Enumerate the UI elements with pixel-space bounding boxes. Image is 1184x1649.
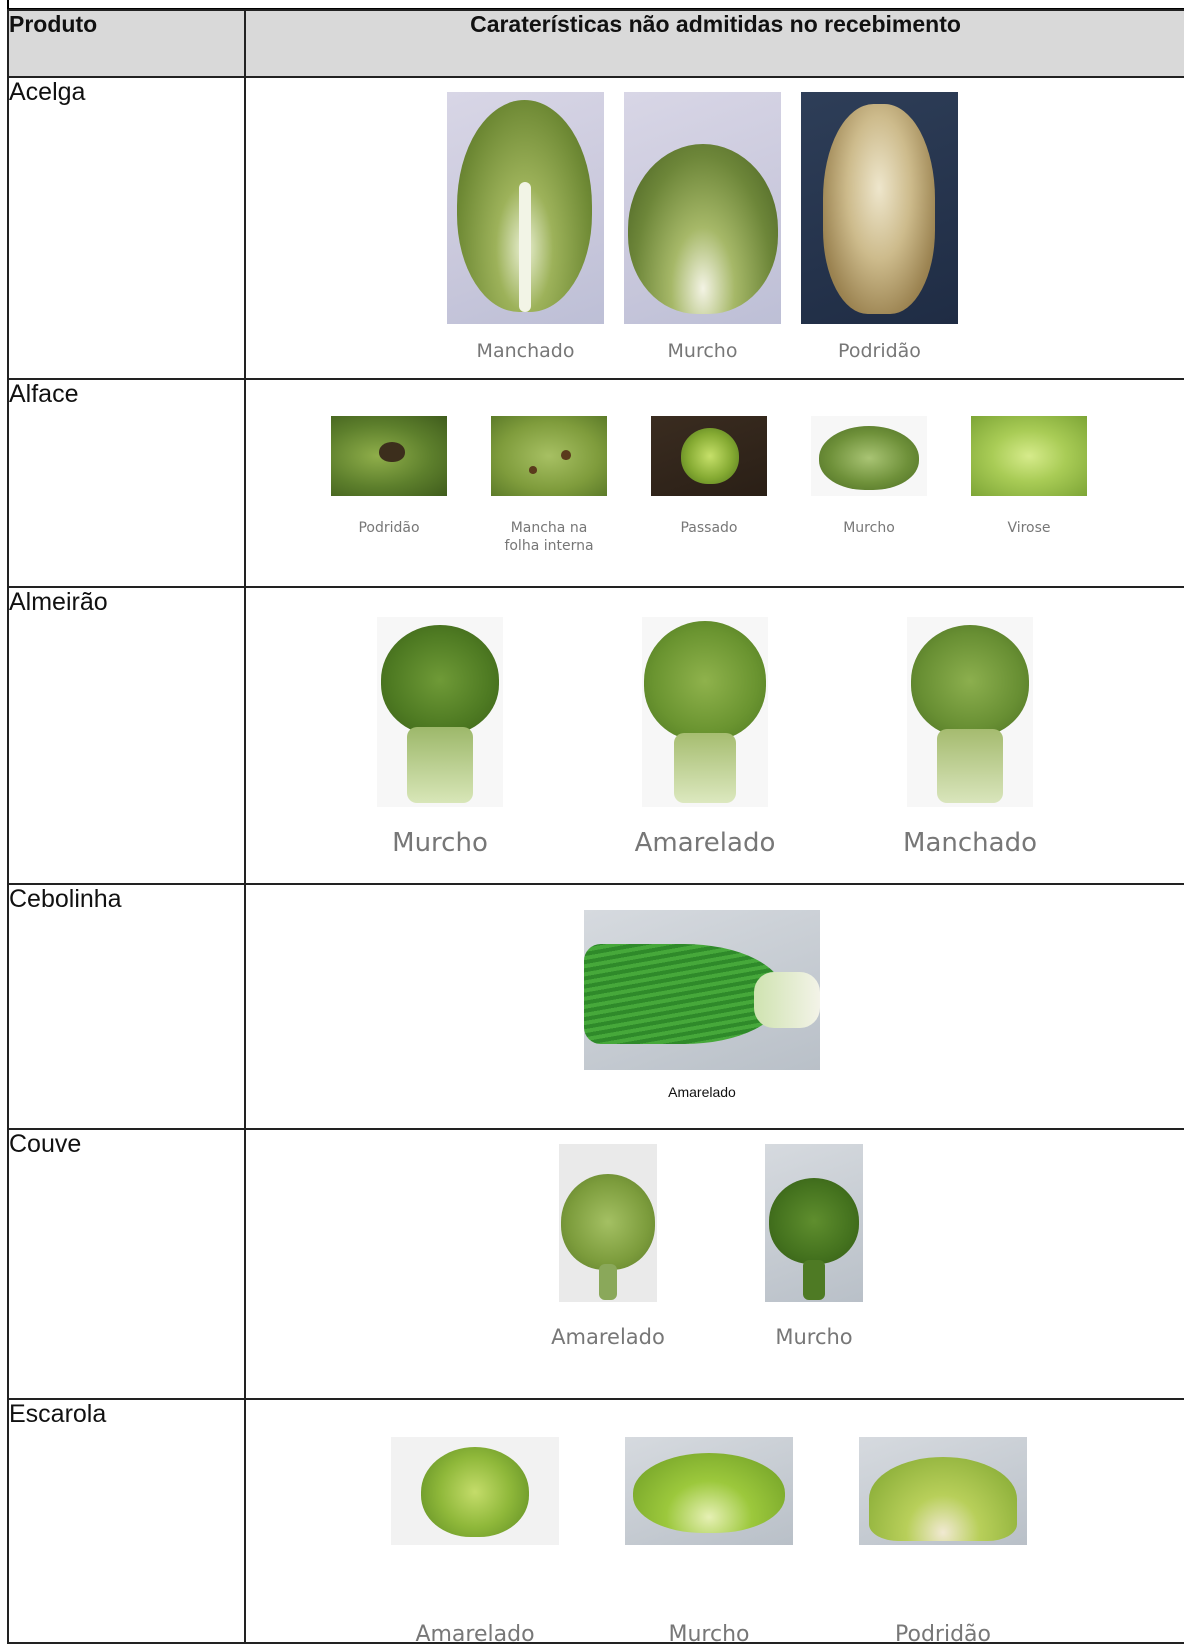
table-header-row [8,10,1184,77]
photo-caption: Passado [680,520,738,536]
escarole-photo-wilted [625,1437,793,1545]
chicory-photo-yellowed [642,617,768,807]
photo-caption: Amarelado [668,1084,736,1100]
photo-caption: Murcho [667,340,738,362]
table-row [8,1129,1184,1399]
photo-figure [811,416,927,538]
cabbage-photo-rotten [801,92,958,324]
photo-caption: Mancha na folha interna [504,520,594,554]
photo-caption: Amarelado [634,828,776,858]
photo-figure [624,92,781,364]
photo-caption: Murcho [668,1622,750,1647]
photo-cell [245,1399,1184,1647]
photo-caption: Podridão [838,340,921,362]
rejection-criteria-table [7,9,1184,1647]
table-row [8,884,1184,1129]
product-name: Couve [8,1129,245,1399]
kale-photo-wilted [765,1144,863,1302]
header-product: Produto [8,10,245,77]
photo-cell [245,884,1184,1129]
photo-figure [801,92,958,364]
photo-caption: Podridão [358,520,420,536]
lettuce-photo-virus [971,416,1087,496]
product-name: Escarola [8,1399,245,1643]
product-name: Cebolinha [8,884,245,1129]
photo-figure [625,1437,793,1649]
photo-caption: Virose [1007,520,1051,536]
cabbage-photo-spotted [447,92,604,324]
photo-caption: Manchado [903,828,1037,858]
photo-figure [903,617,1037,860]
photo-caption: Murcho [775,1325,853,1349]
product-name: Almeirão [8,587,245,884]
table-row [8,379,1184,587]
photo-figure [971,416,1087,538]
photo-caption: Podridão [895,1622,991,1647]
kale-photo-yellowed [559,1144,657,1302]
photo-figure [634,617,776,860]
header-features: Caraterísticas não admitidas no recebimento [245,10,1184,77]
photo-cell [245,1129,1184,1399]
chicory-photo-wilted [377,617,503,807]
lettuce-photo-rot [331,416,447,496]
photo-cell [245,77,1184,379]
product-name: Alface [8,379,245,587]
photo-figure [391,1437,559,1649]
table-row [8,1399,1184,1643]
photo-figure [548,1144,668,1350]
photo-caption: Amarelado [415,1622,535,1647]
photo-figure [754,1144,874,1350]
photo-figure [584,910,820,1102]
photo-figure [491,416,607,555]
product-name: Acelga [8,77,245,379]
photo-cell [245,379,1184,587]
table-row [8,587,1184,884]
table-row [8,77,1184,379]
escarole-photo-rotten [859,1437,1027,1545]
photo-caption: Murcho [392,828,488,858]
chicory-photo-spotted [907,617,1033,807]
photo-caption: Manchado [476,340,575,362]
photo-caption: Murcho [843,520,895,536]
escarole-photo-yellowed [391,1437,559,1545]
photo-cell [245,587,1184,884]
lettuce-photo-overripe [651,416,767,496]
photo-figure [447,92,604,364]
lettuce-photo-inner-spot [491,416,607,496]
photo-caption: Amarelado [551,1325,665,1349]
photo-figure [377,617,503,860]
cabbage-photo-wilted [624,92,781,324]
photo-figure [331,416,447,538]
chives-photo-yellowed [584,910,820,1070]
lettuce-photo-wilted [811,416,927,496]
photo-figure [859,1437,1027,1649]
photo-figure [651,416,767,538]
